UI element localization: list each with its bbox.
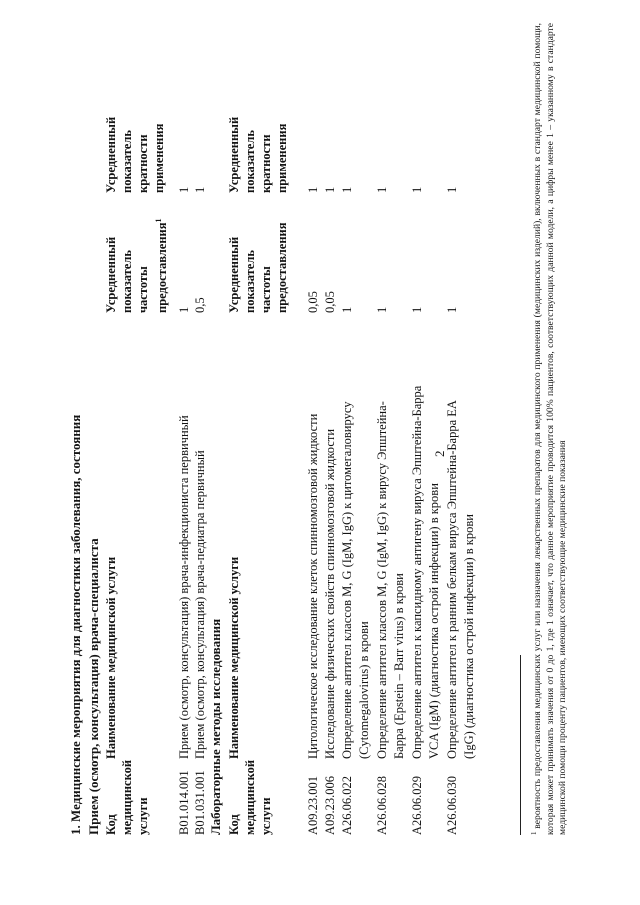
consult-name: Прием (осмотр, консультация) врача-инфекциониста первичный <box>177 415 191 759</box>
lab-frequency: 0,05 <box>306 291 320 313</box>
lab-frequency: 1 <box>340 306 354 313</box>
consult-name: Прием (осмотр, консультация) врача-педиатра первичный <box>193 450 207 759</box>
section-title: 1. Медицинские мероприятия для диагностики заболевания, состояния <box>68 414 83 835</box>
lab-name: Определение антител классов M, G (IgM, IgG) к цитомегаловирусу <box>340 401 354 759</box>
footnote-separator <box>520 655 521 835</box>
subsection-title: Прием (осмотр, консультация) врача-специалиста <box>86 538 101 835</box>
header-name: Наименование медицинской услуги <box>104 556 118 759</box>
lab-name: Определение антител к ранним белкам вируса Эпштейна-Барра EA <box>445 400 459 759</box>
lab-name: Определение антител к капсидному антигену вируса Эпштейна-Барра <box>410 385 424 759</box>
header-multiplicity: Усредненный показатель кратности применения <box>104 116 166 193</box>
consult-code: B01.014.001 <box>177 770 191 835</box>
lab-header-frequency: Усредненный показатель частоты предоставления <box>227 222 289 313</box>
footnote-marker: 1 <box>530 831 538 835</box>
page-number: 2 <box>432 450 447 457</box>
lab-frequency: 1 <box>445 306 459 313</box>
lab-name: Исследование физических свойств спинномозговой жидкости <box>323 428 337 759</box>
lab-multiplicity: 1 <box>445 186 459 193</box>
lab-multiplicity: 1 <box>410 186 424 193</box>
lab-frequency: 1 <box>410 306 424 313</box>
lab-frequency: 1 <box>375 306 389 313</box>
lab-name: Определение антител классов M, G (IgM, IgG) к вирусу Эпштейна- <box>375 401 389 759</box>
footnote-ref: 1 <box>154 218 163 223</box>
consult-code: B01.031.001 <box>193 770 207 835</box>
lab-code: A26.06.029 <box>410 775 424 835</box>
header-frequency <box>103 213 170 313</box>
lab-code: A26.06.030 <box>445 775 459 835</box>
lab-section-title: Лабораторные методы исследования <box>208 618 223 835</box>
lab-multiplicity: 1 <box>375 186 389 193</box>
lab-multiplicity: 1 <box>306 186 320 193</box>
lab-name-cont: Барра (Epstein – Barr virus) в крови <box>392 573 406 759</box>
lab-header-multiplicity: Усредненный показатель кратности применения <box>227 116 289 193</box>
footnote-text: вероятность предоставления медицинских услуг или назначения лекарственных препаратов для медицинского применения (медицинских изделий), включенных в стандарт медицинской помощи, которая может принимать значения от 0 до 1, где 1 означает, что данное мероприятие проводится 100% пациентов, соответствующих данной модели, а цифры менее 1 – указанному в стандарте медицинской помощи проценту пациентов, имеющих соответствующие медицинские показания <box>532 23 569 835</box>
lab-multiplicity: 1 <box>323 186 337 193</box>
lab-name: Цитологическое исследование клеток спинномозговой жидкости <box>306 413 320 759</box>
consult-multiplicity: 1 <box>193 186 207 193</box>
lab-code: A26.06.022 <box>340 775 354 835</box>
footnote <box>528 23 570 835</box>
lab-header-code: Код медицинской услуги <box>227 759 273 835</box>
lab-name-cont: (Cytomegalovirus) в крови <box>357 621 371 759</box>
lab-frequency: 0,05 <box>323 291 337 313</box>
lab-code: A26.06.028 <box>375 775 389 835</box>
consult-frequency: 0,5 <box>193 297 207 313</box>
lab-name-cont: (IgG) (диагностика острой инфекции) в крови <box>462 514 476 759</box>
lab-header-name: Наименование медицинской услуги <box>227 556 241 759</box>
lab-multiplicity: 1 <box>340 186 354 193</box>
lab-code: A09.23.006 <box>323 775 337 835</box>
lab-code: A09.23.001 <box>306 775 320 835</box>
consult-multiplicity: 1 <box>177 186 191 193</box>
lab-name-cont: VCA (IgM) (диагностика острой инфекции) в крови <box>427 483 441 759</box>
consult-frequency: 1 <box>177 306 191 313</box>
header-code: Код медицинской услуги <box>104 759 150 835</box>
header-frequency-text: Усредненный показатель частоты предоставления <box>104 222 170 313</box>
